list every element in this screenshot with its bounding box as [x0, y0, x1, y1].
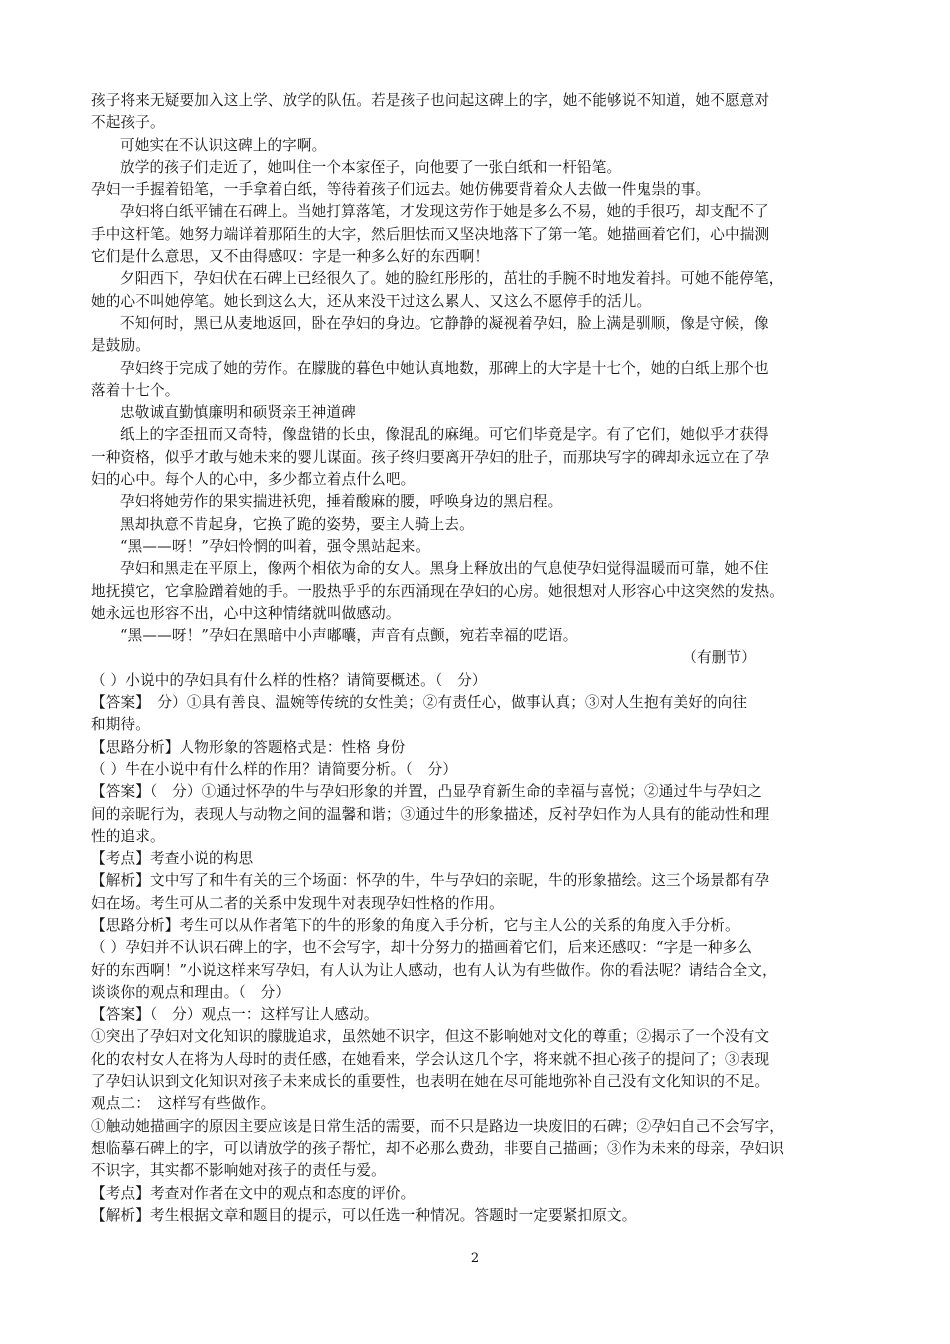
- text-line: 是鼓励。: [91, 337, 150, 355]
- text-line: 【答案】（ 分）①通过怀孕的牛与孕妇形象的并置，凸显孕育新生命的幸福与喜悦；②通过牛与孕妇之: [91, 783, 762, 801]
- text-line: 纸上的字歪扭而又奇特，像盘错的长虫，像混乱的麻绳。可它们毕竟是字。有了它们，她似乎才获得: [120, 426, 769, 444]
- text-line: 【答案】 分）①具有善良、温婉等传统的女性美；②有责任心，做事认真；③对人生抱有美好的向往: [91, 694, 748, 712]
- text-line: “黑——呀！”孕妇在黑暗中小声嘟囔，声音有点颤，宛若幸福的呓语。: [120, 627, 578, 645]
- text-line: 放学的孩子们走近了，她叫住一个本家侄子，向他要了一张白纸和一杆铅笔。: [120, 158, 622, 176]
- text-line: 【考点】考查对作者在文中的观点和态度的评价。: [91, 1184, 416, 1202]
- text-line: 夕阳西下，孕妇伏在石碑上已经很久了。她的脸红彤彤的，茁壮的手腕不时地发着抖。可她不能停笔，: [120, 270, 784, 288]
- text-line: 【思路分析】人物形象的答题格式是：性格 身份: [91, 738, 406, 756]
- text-line: 间的亲昵行为，表现人与动物之间的温馨和谐；③通过牛的形象描述，反衬孕妇作为人具有的能动性和理: [91, 805, 770, 823]
- text-line: 化的农村女人在将为人母时的责任感，在她看来，学会认这几个字，将来就不担心孩子的提问了；③表现: [91, 1050, 770, 1068]
- text-line: ①触动她描画字的原因主要应该是日常生活的需要，而不只是路边一块废旧的石碑；②孕妇自己不会写字，: [91, 1117, 784, 1135]
- text-line: 性的追求。: [91, 827, 165, 845]
- text-line: 不知何时，黑已从麦地返回，卧在孕妇的身边。它静静的凝视着孕妇，脸上满是驯顺，像是守候，像: [120, 314, 769, 332]
- text-line: 和期待。: [91, 716, 150, 734]
- text-line: 【答案】（ 分）观点一：这样写让人感动。: [91, 1006, 379, 1024]
- text-line: （有删节）: [682, 649, 756, 667]
- text-line: 【思路分析】考生可以从作者笔下的牛的形象的角度入手分析，它与主人公的关系的角度入手分析。: [91, 916, 740, 934]
- text-line: 观点二： 这样写有些做作。: [91, 1095, 276, 1113]
- text-line: 孕妇将白纸平铺在石碑上。当她打算落笔，才发现这劳作于她是多么不易，她的手很巧，却支配不了: [120, 203, 769, 221]
- text-line: 【解析】文中写了和牛有关的三个场面：怀孕的牛，牛与孕妇的亲昵，牛的形象描绘。这三个场景都有孕: [91, 872, 770, 890]
- text-line: 想临摹石碑上的字，可以请放学的孩子帮忙，却不必那么费劲，非要自己描画；③作为未来的母亲，孕妇识: [91, 1139, 784, 1157]
- text-line: 不起孩子。: [91, 114, 165, 132]
- text-line: 谈谈你的观点和理由。（ 分）: [91, 983, 291, 1001]
- text-line: 地抚摸它，它拿脸蹭着她的手。一股热乎乎的东西涌现在孕妇的心房。她很想对人形容心中这突然的发热。: [91, 582, 784, 600]
- text-line: “黑——呀！”孕妇怜惘的叫着，强令黑站起来。: [120, 537, 431, 555]
- text-line: （ ）牛在小说中有什么样的作用？请简要分析。（ 分）: [91, 760, 458, 778]
- text-line: （ ）孕妇并不认识石碑上的字，也不会写字，却十分努力的描画着它们，后来还感叹：“字是一种多么: [91, 939, 753, 957]
- text-line: 孩子将来无疑要加入这上学、放学的队伍。若是孩子也问起这碑上的字，她不能够说不知道，她不愿意对: [91, 92, 770, 109]
- text-line: 孕妇将她劳作的果实揣进袄兜，捶着酸麻的腰，呼唤身边的黑启程。: [120, 493, 563, 511]
- text-line: 不识字，其实都不影响她对孩子的责任与爱。: [91, 1162, 386, 1180]
- text-line: 孕妇一手握着铅笔，一手拿着白纸，等待着孩子们远去。她仿佛要背着众人去做一件鬼祟的事。: [91, 181, 711, 199]
- page-number: 2: [470, 1251, 480, 1266]
- text-line: 妇的心中。每个人的心中，多少都立着点什么吧。: [91, 471, 416, 489]
- document-body: [91, 90, 864, 1227]
- text-line: 它们是什么意思，又不由得感叹：字是一种多么好的东西啊！: [91, 248, 490, 266]
- text-line: 落着十七个。: [91, 381, 180, 399]
- text-line: 她的心不叫她停笔。她长到这么大，还从来没干过这么累人、又这么不愿停手的活儿。: [91, 292, 652, 310]
- text-line: 好的东西啊！”小说这样来写孕妇，有人认为让人感动，也有人认为有些做作。你的看法呢？请结合全文，: [91, 961, 777, 979]
- text-line: 【考点】考查小说的构思: [91, 850, 254, 868]
- text-line: 一种资格，似乎才敢与她未来的婴儿谋面。孩子终归要离开孕妇的肚子，而那块写字的碑却永远立在了孕: [91, 448, 770, 466]
- text-line: 孕妇终于完成了她的劳作。在朦胧的暮色中她认真地数，那碑上的大字是十七个，她的白纸上那个也: [120, 359, 769, 377]
- text-line: 她永远也形容不出，心中这种情绪就叫做感动。: [91, 604, 401, 622]
- text-line: 妇在场。考生可从二者的关系中发现牛对表现孕妇性格的作用。: [91, 894, 504, 912]
- text-line: 忠敬诚直勤慎廉明和硕贤亲王神道碑: [120, 404, 356, 422]
- text-line: 黑却执意不肯起身，它换了跪的姿势，要主人骑上去。: [120, 515, 474, 533]
- text-line: 孕妇和黑走在平原上，像两个相依为命的女人。黑身上释放出的气息使孕妇觉得温暖而可靠，她不住: [120, 560, 769, 578]
- text-line: ①突出了孕妇对文化知识的朦胧追求，虽然她不识字，但这不影响她对文化的尊重；②揭示了一个没有文: [91, 1028, 770, 1046]
- text-line: 【解析】考生根据文章和题目的提示，可以任选一种情况。答题时一定要紧扣原文。: [91, 1206, 637, 1224]
- text-line: 了孕妇认识到文化知识对孩子未来成长的重要性，也表明在她在尽可能地弥补自己没有文化知识的不足。: [91, 1073, 770, 1091]
- text-line: 手中这杆笔。她努力端详着那陌生的大字，然后胆怯而又坚决地落下了第一笔。她描画着它们，心中揣测: [91, 225, 770, 243]
- text-line: （ ）小说中的孕妇具有什么样的性格？请简要概述。（ 分）: [91, 671, 487, 689]
- text-line: 可她实在不认识这碑上的字啊。: [120, 136, 327, 154]
